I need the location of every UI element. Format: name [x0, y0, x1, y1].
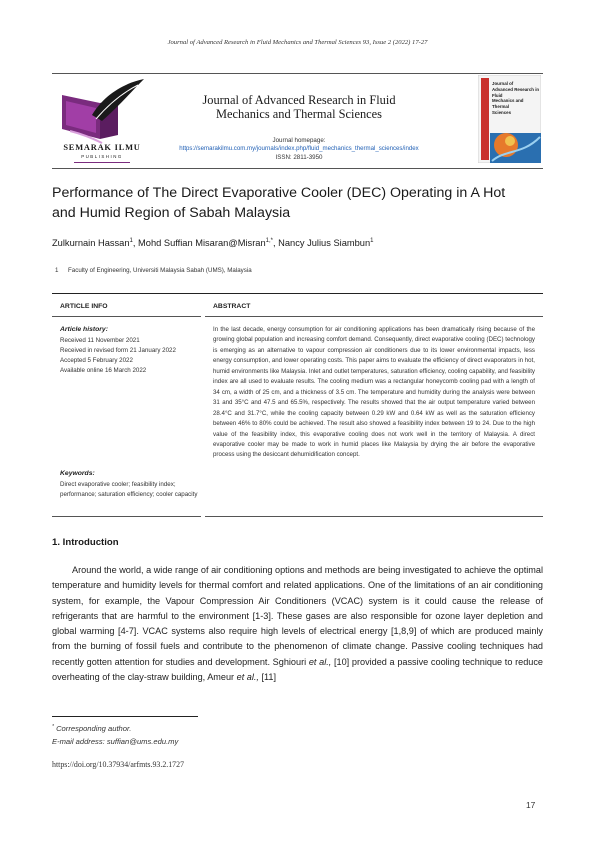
corresponding-author-note: [52, 724, 131, 733]
running-header: Journal of Advanced Research in Fluid Mechanics and Thermal Sciences 93, Issue 2 (2022) 17-27: [167, 39, 428, 46]
author-affiliation-mark: 1: [370, 238, 374, 244]
author-name: Zulkurnain Hassan: [52, 238, 130, 248]
box-left-header-rule: [52, 316, 201, 317]
issn: ISSN: 2811-3950: [275, 154, 323, 161]
history-item: Accepted 5 February 2022: [60, 357, 133, 364]
intro-et-al: et al.,: [308, 656, 332, 667]
intro-text-a: Around the world, a wide range of air conditioning options and methods are being investigated to achieve the optimal temperature and humidity levels for thermal comfort and related applications. One of the limitations of an air conditioning system, for example, the Vapour Compression Air Conditioners (VCAC) system is it could cause the release of refrigerants that are harmful to the environment [1-3]. These gases are also responsible for ozone layer depletion and global warming [4-7]. VCAC systems also require high levels of electrical energy [1,8,9] of which are produced mainly from the burning of fossil fuels and contribute to the phenomenon of climate change. Passive cooling techniques had recently gotten attention for studies and development. Sghiouri: [52, 565, 543, 667]
journal-title-line2: Mechanics and Thermal Sciences: [216, 107, 382, 121]
journal-title: [170, 93, 428, 121]
introduction-paragraph: [52, 563, 543, 685]
abstract-text: In the last decade, energy consumption for air conditioning applications has been dramatically rising because of the growing global population and increasing comfort demand. Consequently, direct evaporative cooling (DEC) technology is emerging as an alternative to vapour compression air conditioners due to its lower environmental impacts, less energy consumption, and lower operating costs. This paper aims to evaluate the efficiency of direct evaporators in hot, humid environments like Malaysia. Inlet and outlet temperatures, saturation efficiency, cooling capability, and feasibility index are all used to evaluate results. The cooling medium was a rectangular honeycomb cooling pad with a length of 34 cm, a width of 25 cm, and a thickness of 3.5 cm. The temperature and humidity during the analysis were between 31 and 35°C and 47.5 and 65.5%, respectively. The results showed that the air output temperature varied between 28.4°C and 31.7°C, while the cooling capacity between 0.29 kW and 0.64 kW as well as the saturation efficiency between 46% to 80% could be achieved. The result also showed a feasibility index between 19 to 24. Due to the high value of the feasibility index, this evaporative cooling does not work well in the territory of Malaysia. A direct evaporative cooler may be made to work in humid places like Malaysia by drying the air before the evaporative process using the desiccant dehumidification concept.: [213, 326, 535, 459]
cover-line3: Mechanics and Thermal: [492, 98, 524, 110]
history-label: Article history:: [60, 326, 108, 333]
history-item: Received 11 November 2021: [60, 337, 140, 344]
intro-text-c: [11]: [258, 671, 277, 682]
intro-text-b: [10] provided a passive cooling technique to reduce overheating of the clay-straw building, Ameur: [52, 656, 543, 682]
intro-et-al: et al.,: [236, 671, 259, 682]
logo-underline: [74, 162, 130, 163]
homepage-link[interactable]: https://semarakilmu.com.my/journals/index.php/fluid_mechanics_thermal_sciences/index: [179, 145, 419, 152]
history-item: Received in revised form 21 January 2022: [60, 347, 176, 354]
cover-title: [492, 81, 540, 116]
corresponding-author-text: Corresponding author.: [56, 724, 132, 733]
box-right-bottom-rule: [205, 516, 543, 517]
header-top-rule: [52, 73, 543, 74]
box-left-bottom-rule: [52, 516, 201, 517]
publisher-name: SEMARAK ILMU: [63, 143, 141, 152]
journal-cover-image: [478, 75, 541, 163]
keywords: Direct evaporative cooler; feasibility index; performance; saturation efficiency; cooler capacity: [60, 481, 198, 498]
doi-link[interactable]: https://doi.org/10.37934/arfmts.93.2.1727: [52, 760, 185, 769]
page-number: 17: [526, 800, 536, 810]
author-affiliation-mark: 1: [129, 238, 133, 244]
homepage-label: Journal homepage:: [272, 137, 326, 144]
cover-line4: Sciences: [492, 109, 512, 115]
cover-line2: Advanced Research in Fluid: [492, 86, 540, 98]
paper-title-line2: and Humid Region of Sabah Malaysia: [52, 205, 291, 221]
abstract-heading: ABSTRACT: [213, 303, 251, 310]
author-list: [52, 238, 373, 248]
paper-title: [52, 183, 552, 223]
affiliation-text: Faculty of Engineering, Universiti Malaysia Sabah (UMS), Malaysia: [68, 267, 252, 274]
affiliation-number: 1: [55, 267, 59, 274]
section-heading: 1. Introduction: [52, 537, 119, 548]
paper-title-line1: Performance of The Direct Evaporative Cooler (DEC) Operating in A Hot: [52, 185, 506, 201]
box-right-header-rule: [205, 316, 543, 317]
cover-line1: Journal of: [492, 81, 514, 86]
journal-title-line1: Journal of Advanced Research in Fluid: [202, 93, 396, 107]
author-name: Mohd Suffian Misaran@Misran: [138, 238, 266, 248]
footnote-rule: [52, 716, 198, 717]
email-address: E-mail address: suffian@ums.edu.my: [52, 737, 179, 746]
keywords-label: Keywords:: [60, 470, 95, 477]
publisher-logo: [52, 77, 152, 169]
author-affiliation-mark: 1,*: [265, 238, 273, 244]
history-item: Available online 16 March 2022: [60, 367, 147, 374]
author-name: Nancy Julius Siambun: [278, 238, 371, 248]
author-separator: ,: [272, 238, 279, 248]
publisher-sub: PUBLISHING: [81, 154, 123, 159]
author-separator: ,: [132, 238, 139, 248]
footnote-mark: *: [52, 724, 54, 730]
article-info-heading: ARTICLE INFO: [60, 303, 108, 310]
box-top-rule: [52, 293, 543, 294]
